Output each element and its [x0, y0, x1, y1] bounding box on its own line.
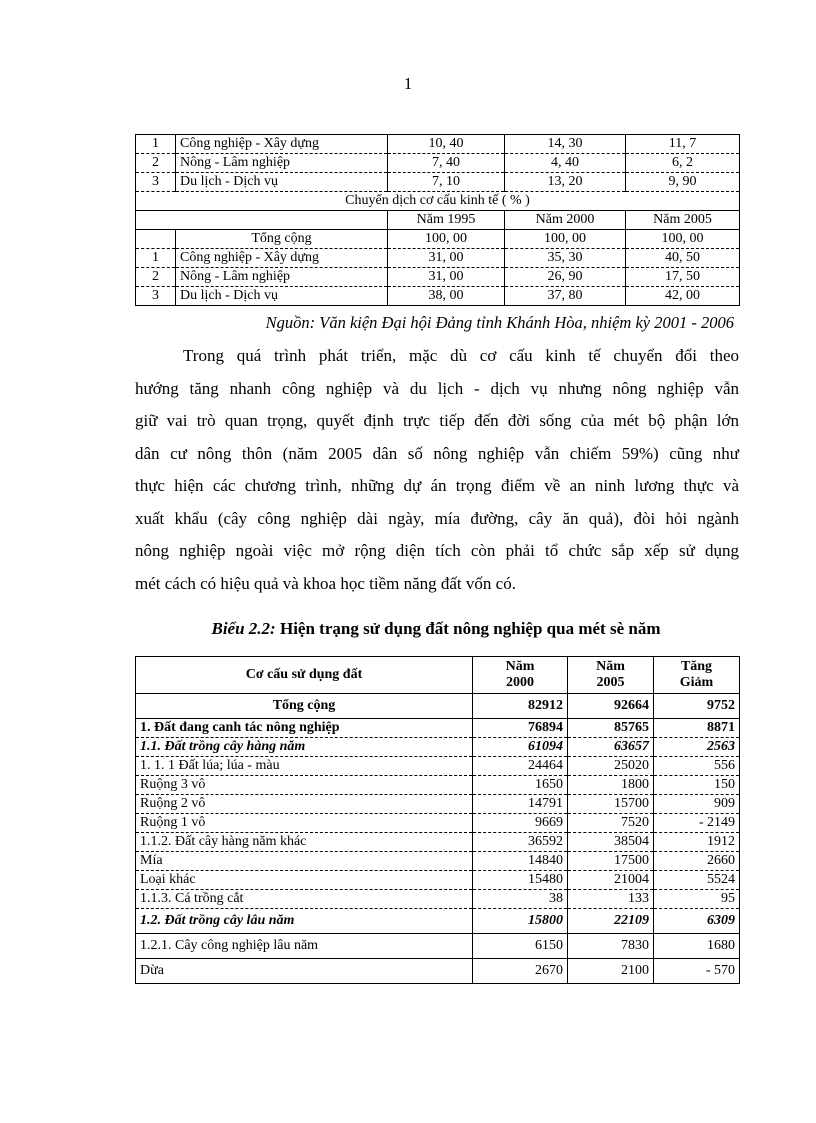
- row-label: 1.1.3. Cá trồng cắt: [136, 890, 473, 909]
- column-header: Cơ cấu sử dụng đất: [136, 657, 473, 694]
- page-number: 1: [403, 74, 413, 93]
- cell-value: 15480: [473, 871, 568, 890]
- table-row: [136, 776, 740, 795]
- paragraph-line: thực hiện các chương trình, những dự án trọng điểm về an ninh lương thực và: [135, 476, 739, 495]
- sector-label: Nông - Lâm nghiệp: [176, 154, 388, 173]
- structure-title: Chuyển dịch cơ cấu kinh tế ( % ): [136, 192, 740, 211]
- sector-label: Du lịch - Dịch vụ: [176, 173, 388, 192]
- cell-value: 6309: [654, 909, 740, 934]
- total-row: [136, 230, 740, 249]
- cell-value: 9752: [654, 694, 740, 719]
- table-row: [136, 959, 740, 984]
- cell-value: 133: [568, 890, 654, 909]
- total-label: Tổng cộng: [176, 230, 388, 249]
- cell-value: 26, 90: [505, 268, 626, 287]
- row-label: 1. 1. 1 Đất lúa; lúa - màu: [136, 757, 473, 776]
- year-header-row: [136, 211, 740, 230]
- row-label: 1.1.2. Đất cây hàng năm khác: [136, 833, 473, 852]
- cell-value: 31, 00: [388, 268, 505, 287]
- year-header: Năm 2005: [626, 211, 740, 230]
- paragraph-line: dân cư nông thôn (năm 2005 dân số nông nghiệp vẫn chiếm 59%) cũng như: [135, 443, 739, 463]
- table-row: [136, 173, 740, 192]
- cell-value: 17, 50: [626, 268, 740, 287]
- table-row: [136, 757, 740, 776]
- row-number: 2: [136, 154, 176, 173]
- cell-value: 1680: [654, 934, 740, 959]
- cell-value: 82912: [473, 694, 568, 719]
- row-label: Mía: [136, 852, 473, 871]
- paragraph-line: xuất khẩu (cây công nghiệp dài ngày, mía đường, cây ăn quả), đòi hỏi ngành: [135, 508, 739, 528]
- cell-value: - 2149: [654, 814, 740, 833]
- column-header: Tăng Giảm: [654, 657, 740, 694]
- cell-value: 38, 00: [388, 287, 505, 306]
- cell-value: 14791: [473, 795, 568, 814]
- cell-value: 15700: [568, 795, 654, 814]
- cell-value: 76894: [473, 719, 568, 738]
- cell-value: 31, 00: [388, 249, 505, 268]
- column-header: Năm 2005: [568, 657, 654, 694]
- table-row: [136, 738, 740, 757]
- row-label: Loại khác: [136, 871, 473, 890]
- cell-value: 63657: [568, 738, 654, 757]
- cell-value: 2563: [654, 738, 740, 757]
- table-row: [136, 852, 740, 871]
- cell-value: 14, 30: [505, 135, 626, 154]
- cell-value: 36592: [473, 833, 568, 852]
- row-label: Tổng cộng: [136, 694, 473, 719]
- row-label: 1. Đất đang canh tác nông nghiệp: [136, 719, 473, 738]
- table-row: [136, 934, 740, 959]
- land-use-table: [135, 656, 740, 984]
- paragraph-line: nông nghiệp ngoài việc mở rộng diện tích còn phải tổ chức sắp xếp sử dụng: [135, 541, 739, 560]
- cell-value: 13, 20: [505, 173, 626, 192]
- row-number: 2: [136, 268, 176, 287]
- cell-value: 38504: [568, 833, 654, 852]
- paragraph-line: giữ vai trò quan trọng, quyết định trực tiếp đến đời sống của mét bộ phận lớn: [135, 411, 739, 430]
- paragraph-line: mét cách có hiệu quả và khoa học tiềm năng đất vốn có.: [135, 573, 516, 593]
- row-number: 1: [136, 249, 176, 268]
- cell-value: 35, 30: [505, 249, 626, 268]
- table-row: [136, 154, 740, 173]
- cell-value: 85765: [568, 719, 654, 738]
- row-number: 3: [136, 173, 176, 192]
- economic-structure-table: [135, 134, 740, 306]
- table-row: [136, 909, 740, 934]
- cell-value: 42, 00: [626, 287, 740, 306]
- cell-value: 1800: [568, 776, 654, 795]
- section-title-row: [136, 192, 740, 211]
- table-caption: [0, 619, 816, 639]
- table-row: [136, 287, 740, 306]
- cell-value: 100, 00: [505, 230, 626, 249]
- cell-value: 22109: [568, 909, 654, 934]
- cell-value: 15800: [473, 909, 568, 934]
- caption-lead: Biểu 2.2:: [211, 619, 276, 638]
- table-row: [136, 890, 740, 909]
- year-header: Năm 2000: [505, 211, 626, 230]
- row-label: 1.1. Đất trồng cây hàng năm: [136, 738, 473, 757]
- row-label: Dừa: [136, 959, 473, 984]
- cell-value: 2100: [568, 959, 654, 984]
- cell-value: 100, 00: [388, 230, 505, 249]
- cell-value: 25020: [568, 757, 654, 776]
- cell-value: 11, 7: [626, 135, 740, 154]
- cell-value: 909: [654, 795, 740, 814]
- year-header: Năm 1995: [388, 211, 505, 230]
- cell-value: 40, 50: [626, 249, 740, 268]
- sector-label: Công nghiệp - Xây dựng: [176, 135, 388, 154]
- cell-value: 1650: [473, 776, 568, 795]
- body-paragraph: [135, 340, 739, 600]
- row-label: 1.2. Đất trồng cây lâu năm: [136, 909, 473, 934]
- cell-value: 61094: [473, 738, 568, 757]
- cell-value: 556: [654, 757, 740, 776]
- cell-value: - 570: [654, 959, 740, 984]
- table-row: [136, 135, 740, 154]
- cell-value: 21004: [568, 871, 654, 890]
- source-note: Nguồn: Văn kiện Đại hội Đảng tỉnh Khánh Hòa, nhiệm kỳ 2001 - 2006: [265, 313, 734, 332]
- cell-value: 7, 10: [388, 173, 505, 192]
- sector-label: Nông - Lâm nghiệp: [176, 268, 388, 287]
- cell-value: 7830: [568, 934, 654, 959]
- row-label: Ruộng 1 vô: [136, 814, 473, 833]
- cell-value: 7, 40: [388, 154, 505, 173]
- cell-value: 1912: [654, 833, 740, 852]
- cell-value: 2670: [473, 959, 568, 984]
- header-row: [136, 657, 740, 694]
- cell-value: 6150: [473, 934, 568, 959]
- cell-value: 2660: [654, 852, 740, 871]
- column-header: Năm 2000: [473, 657, 568, 694]
- total-row: [136, 694, 740, 719]
- cell-value: 150: [654, 776, 740, 795]
- row-label: 1.2.1. Cây công nghiệp lâu năm: [136, 934, 473, 959]
- row-label: Ruộng 2 vô: [136, 795, 473, 814]
- cell-value: 8871: [654, 719, 740, 738]
- cell-value: 37, 80: [505, 287, 626, 306]
- sector-label: Du lịch - Dịch vụ: [176, 287, 388, 306]
- table-row: [136, 795, 740, 814]
- sector-label: Công nghiệp - Xây dựng: [176, 249, 388, 268]
- cell-value: 14840: [473, 852, 568, 871]
- paragraph-line: hướng tăng nhanh công nghiệp và du lịch - dịch vụ nhưng nông nghiệp vẫn: [135, 378, 739, 398]
- caption-text: Hiện trạng sử dụng đất nông nghiệp qua mét sè năm: [275, 619, 661, 638]
- cell-value: 9, 90: [626, 173, 740, 192]
- row-number: 1: [136, 135, 176, 154]
- table-row: [136, 719, 740, 738]
- table-row: [136, 268, 740, 287]
- cell-value: 24464: [473, 757, 568, 776]
- cell-value: 17500: [568, 852, 654, 871]
- table-row: [136, 833, 740, 852]
- cell-value: 4, 40: [505, 154, 626, 173]
- cell-value: 100, 00: [626, 230, 740, 249]
- cell-value: 95: [654, 890, 740, 909]
- row-number: 3: [136, 287, 176, 306]
- cell-value: 7520: [568, 814, 654, 833]
- cell-value: 10, 40: [388, 135, 505, 154]
- table-row: [136, 871, 740, 890]
- cell-value: 92664: [568, 694, 654, 719]
- paragraph-line: Trong quá trình phát triển, mặc dù cơ cấu kinh tế chuyển đổi theo: [183, 346, 739, 365]
- cell-value: 5524: [654, 871, 740, 890]
- cell-value: 6, 2: [626, 154, 740, 173]
- table-row: [136, 249, 740, 268]
- row-label: Ruộng 3 vô: [136, 776, 473, 795]
- cell-value: 9669: [473, 814, 568, 833]
- cell-value: 38: [473, 890, 568, 909]
- table-row: [136, 814, 740, 833]
